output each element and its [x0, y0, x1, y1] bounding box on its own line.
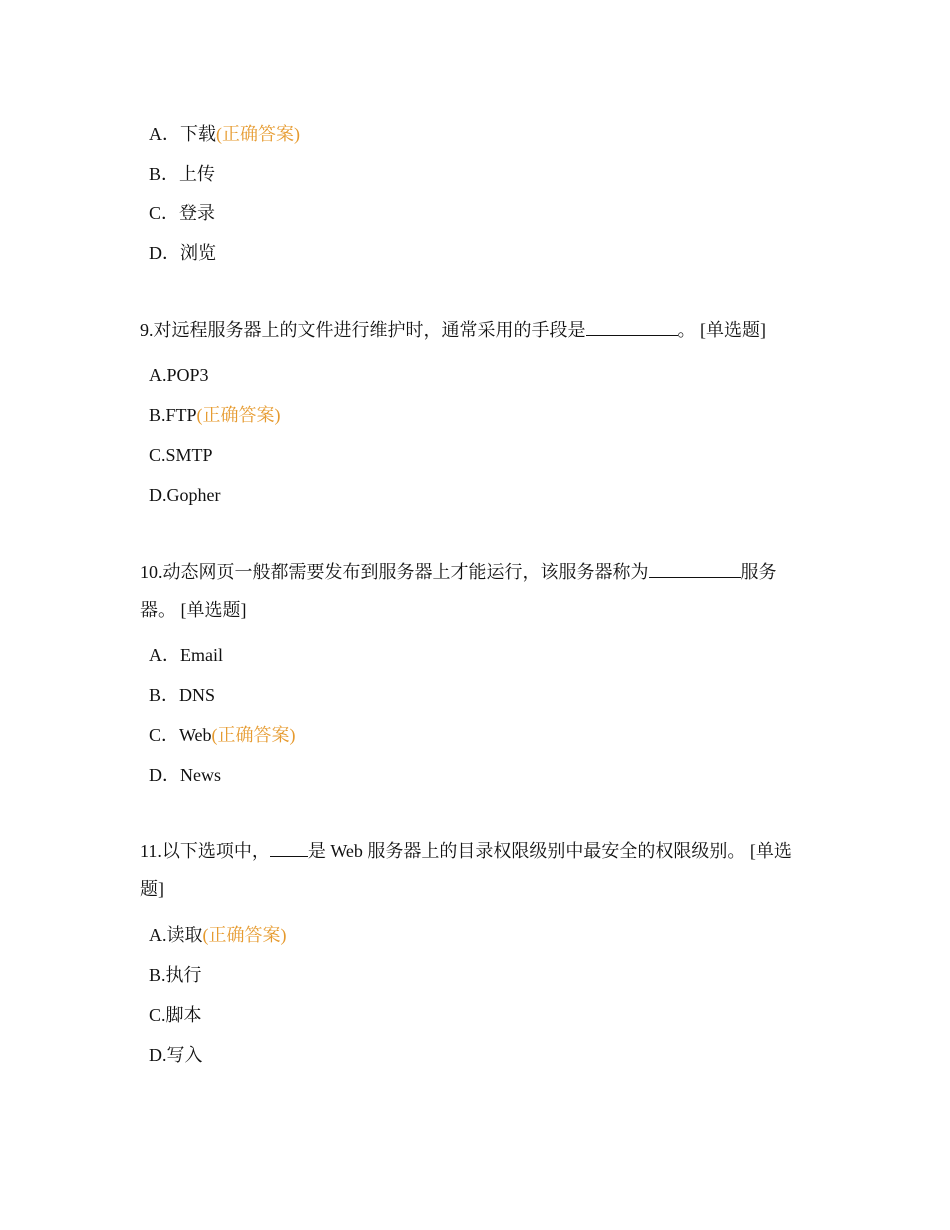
option-label: D.Gopher [149, 485, 221, 505]
question-text-part: 是 Web 服务器上的目录权限级别中最安全的权限级别。 [单选题] [140, 841, 792, 899]
correct-answer-marker: (正确答案) [211, 725, 296, 745]
q11-option-b [149, 955, 202, 995]
option-label: C．Web [149, 725, 212, 745]
option-label: C.SMTP [149, 445, 213, 465]
question-text-part: 9.对远程服务器上的文件进行维护时，通常采用的手段是 [140, 320, 586, 340]
q8-option-d [149, 233, 216, 273]
q10-option-c [149, 715, 296, 755]
option-label: A.读取 [149, 925, 203, 945]
q11-option-a [149, 915, 287, 955]
answer-blank [649, 576, 741, 578]
option-label: B．上传 [149, 164, 216, 184]
option-label: D．浏览 [149, 243, 216, 263]
answer-blank [270, 855, 308, 857]
q8-option-b [149, 154, 215, 194]
option-label: C.脚本 [149, 1005, 202, 1025]
option-label: D．News [149, 765, 221, 785]
q11-option-c [149, 995, 202, 1035]
question-text-part: 10.动态网页一般都需要发布到服务器上才能运行，该服务器称为 [140, 562, 649, 582]
question-9-text [140, 311, 805, 349]
q10-option-d [149, 755, 221, 795]
q9-option-a [149, 355, 209, 395]
option-label: A．下载 [149, 124, 216, 144]
q8-option-a [149, 114, 300, 154]
option-label: A.POP3 [149, 365, 209, 385]
q11-option-d [149, 1035, 203, 1075]
correct-answer-marker: (正确答案) [196, 405, 281, 425]
question-10-text [140, 553, 805, 629]
q10-option-b [149, 675, 215, 715]
answer-blank [586, 334, 678, 336]
q9-option-c [149, 435, 213, 475]
correct-answer-marker: (正确答案) [216, 124, 300, 144]
option-label: D.写入 [149, 1045, 203, 1065]
question-11-text [140, 832, 805, 908]
option-label: A．Email [149, 645, 223, 665]
correct-answer-marker: (正确答案) [202, 925, 287, 945]
question-text-part: 。 [单选题] [677, 320, 766, 340]
option-label: B．DNS [149, 685, 216, 705]
question-text-part: 服务器。 [单选题] [140, 562, 777, 620]
option-label: B.FTP [149, 405, 197, 425]
q9-option-b [149, 395, 281, 435]
question-text-part: 11.以下选项中， [140, 841, 270, 861]
q9-option-d [149, 475, 220, 515]
q10-option-a [149, 635, 223, 675]
option-label: C．登录 [149, 203, 216, 223]
q8-option-c [149, 193, 215, 233]
option-label: B.执行 [149, 965, 202, 985]
